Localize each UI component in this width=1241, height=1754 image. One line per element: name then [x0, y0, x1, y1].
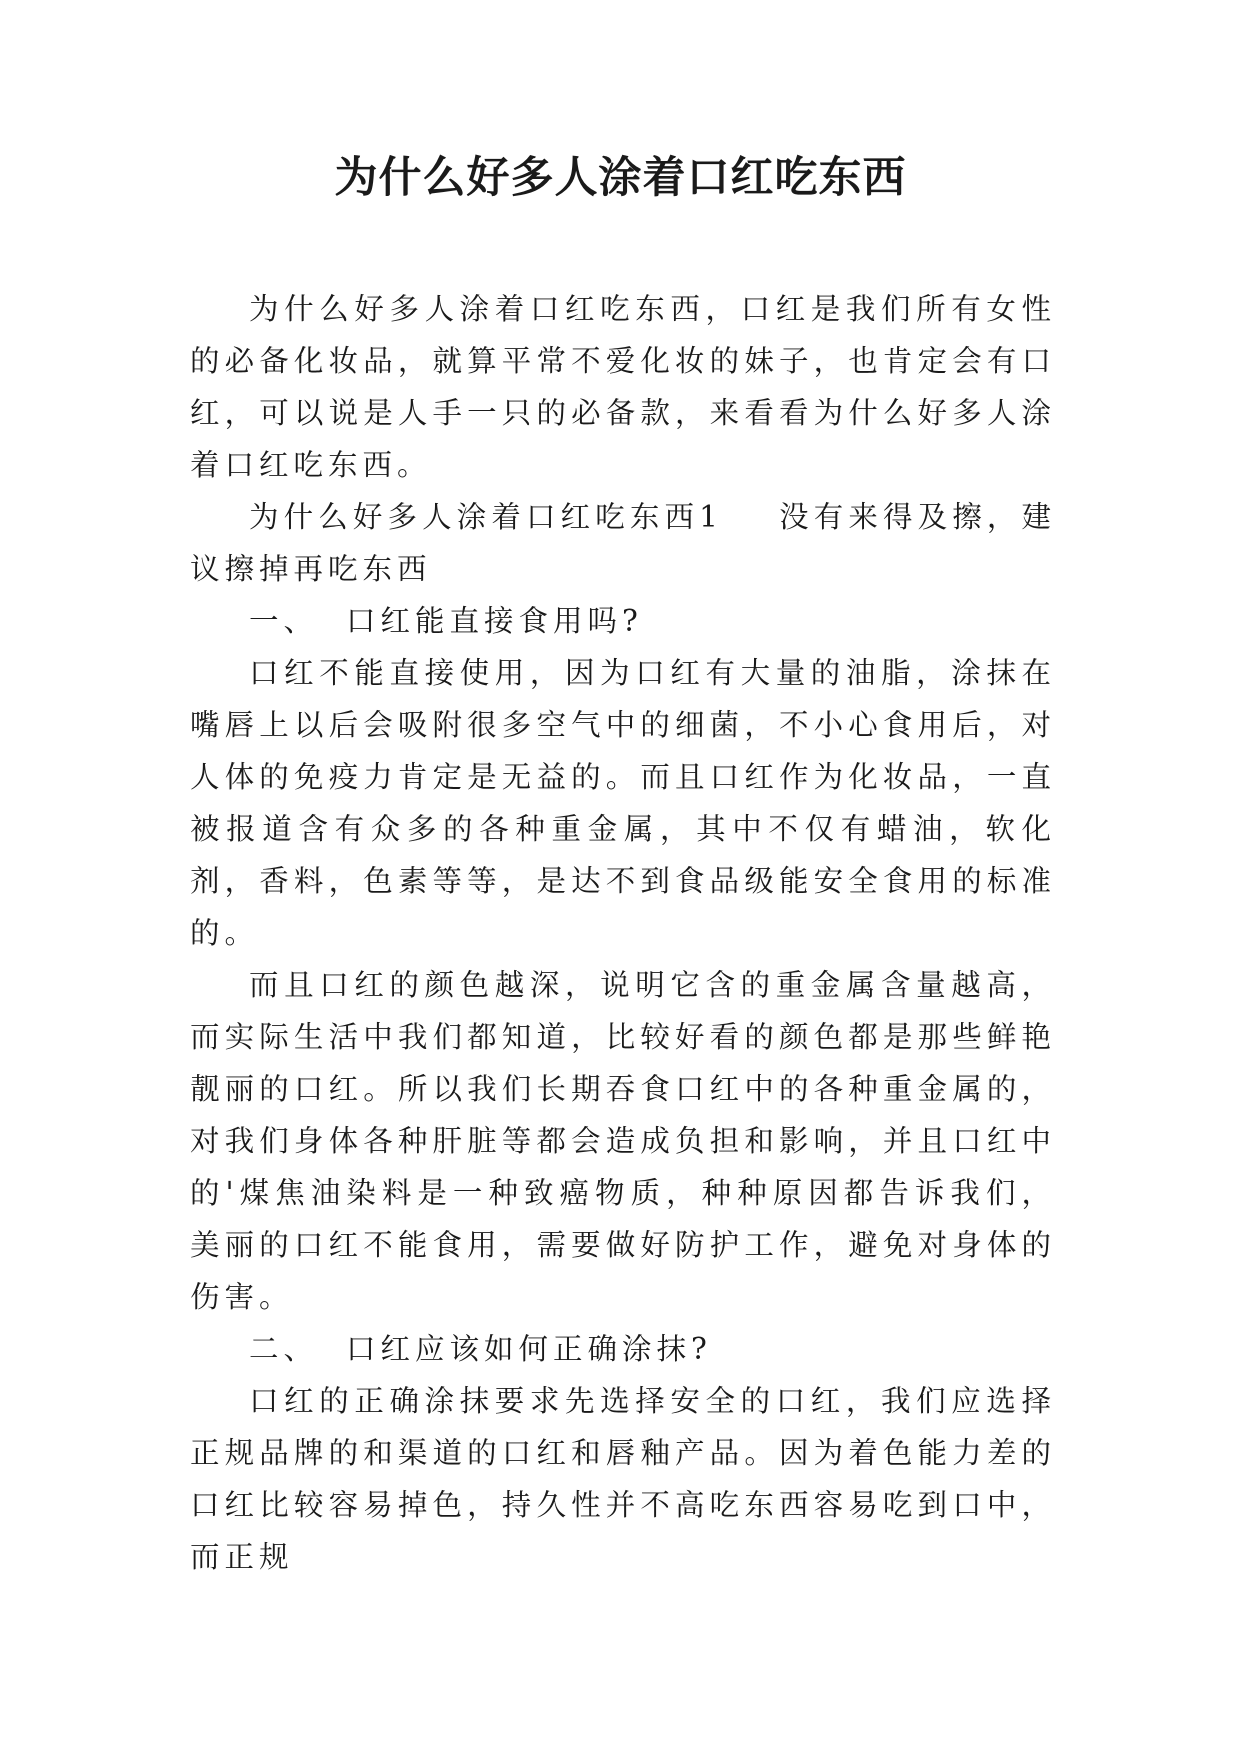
question-heading-1: [190, 595, 1056, 647]
section-heading-text: 没有来得及擦，建议擦掉再吃东西: [190, 500, 1056, 586]
question-text: 口红应该如何正确涂抹?: [346, 1332, 712, 1366]
document-title: 为什么好多人涂着口红吃东西: [334, 153, 907, 203]
body-paragraph-3: 口红的正确涂抹要求先选择安全的口红，我们应选择正规品牌的和渠道的口红和唇釉产品。因为着色能力差的口红比较容易掉色，持久性并不高吃东西容易吃到口中，而正规: [190, 1384, 1056, 1574]
section-heading-label: 为什么好多人涂着口红吃东西1: [249, 500, 723, 534]
question-number: 一、: [249, 604, 319, 638]
body-paragraph-2: 而且口红的颜色越深，说明它含的重金属含量越高，而实际生活中我们都知道，比较好看的颜色都是那些鲜艳靓丽的口红。所以我们长期吞食口红中的各种重金属的，对我们身体各种肝脏等都会造成负担和影响，并且口红中的'煤焦油染料是一种致癌物质，种种原因都告诉我们，美丽的口红不能食用，需要做好防护工作，避免对身体的伤害。: [190, 968, 1056, 1314]
section-heading-1: [190, 491, 1056, 595]
document-body: [190, 283, 1056, 1583]
body-paragraph-1: 口红不能直接使用，因为口红有大量的油脂，涂抹在嘴唇上以后会吸附很多空气中的细菌，不小心食用后，对人体的免疫力肯定是无益的。而且口红作为化妆品，一直被报道含有众多的各种重金属，其中不仅有蜡油，软化剂，香料，色素等等，是达不到食品级能安全食用的标准的。: [190, 656, 1056, 950]
question-heading-2: [190, 1323, 1056, 1375]
question-text: 口红能直接食用吗?: [346, 604, 643, 638]
intro-paragraph: 为什么好多人涂着口红吃东西，口红是我们所有女性的必备化妆品，就算平常不爱化妆的妹子，也肯定会有口红，可以说是人手一只的必备款，来看看为什么好多人涂着口红吃东西。: [190, 292, 1056, 482]
question-number: 二、: [249, 1332, 319, 1366]
